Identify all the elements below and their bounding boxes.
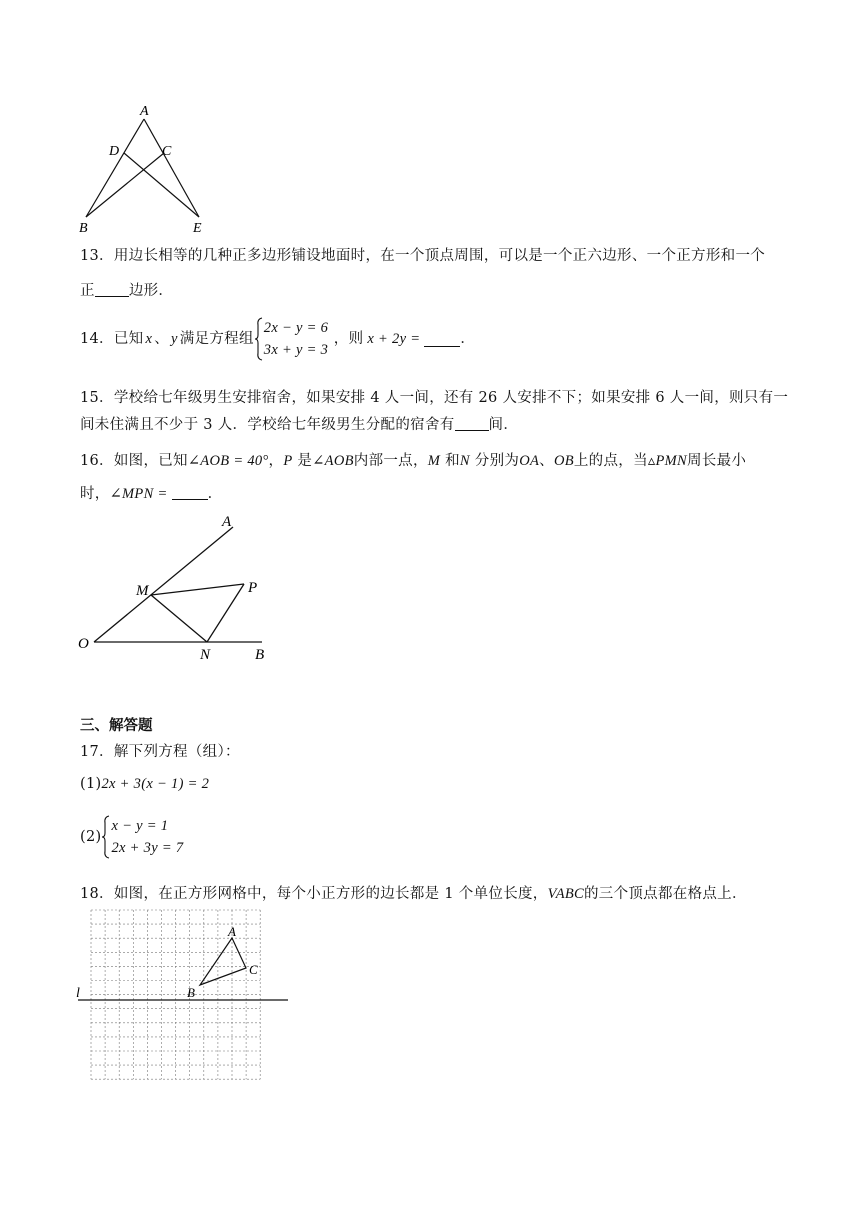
segment-ab [86, 119, 144, 217]
equation-system [101, 815, 191, 859]
question-text: 满足方程组 [179, 331, 254, 347]
question-text: 学校给七年级男生安排宿舍，如果安排 4 人一间，还有 26 人安排不下；如果安排 6 人一间，则只有一 [113, 390, 789, 406]
question-text: 是 [292, 453, 313, 469]
question-text: 正 [80, 283, 95, 299]
equation-2: 2x + 3y = 7 [111, 840, 184, 856]
question-text: ，则 [333, 331, 364, 347]
question-text: 如图，已知 [113, 453, 188, 469]
label-n: N [200, 647, 211, 663]
equation: 2x + 3(x − 1) = 2 [101, 776, 210, 792]
label-m: M [136, 583, 149, 599]
question-text: 和 [440, 453, 460, 469]
question-17 [80, 742, 240, 762]
question-number: 18． [80, 886, 114, 902]
question-text: 的三个顶点都在格点上． [583, 886, 747, 902]
answer-blank[interactable] [95, 282, 129, 297]
angle-aob: ∠AOB = 40° [187, 453, 269, 469]
question-15-line2 [80, 415, 518, 435]
answer-blank[interactable] [424, 332, 460, 347]
question-text: ． [460, 331, 476, 347]
equation-system [254, 317, 334, 361]
question-13-line2 [80, 281, 173, 301]
var-m: M [427, 453, 441, 469]
question-number: 15． [80, 390, 114, 406]
question-text: ， [268, 453, 284, 469]
question-text: 间． [488, 417, 519, 433]
question-18 [80, 884, 747, 904]
question-text: 时， [80, 486, 110, 502]
expression: x + 2y = [367, 331, 421, 347]
question-text: 边形． [128, 283, 174, 299]
label-b: B [187, 985, 195, 1000]
question-text: 内部一点， [353, 453, 428, 469]
question-text: 上的点，当 [573, 453, 648, 469]
question-number: 17． [80, 744, 114, 760]
var-n: N [459, 453, 470, 469]
question-number: 13． [80, 248, 114, 264]
grid-figure-q18 [70, 905, 300, 1085]
question-14 [80, 316, 475, 362]
segment-mp [151, 584, 244, 595]
question-13 [80, 246, 765, 266]
question-text: 如图，在正方形网格中，每个小正方形的边长都是 1 个单位长度， [113, 886, 548, 902]
ray-oa [94, 527, 233, 642]
var-y: y [171, 331, 178, 347]
left-brace-icon [101, 815, 111, 859]
label-l: l [76, 986, 80, 1001]
label-a: A [140, 104, 149, 119]
label-a: A [228, 924, 236, 939]
part-label: (1) [80, 776, 102, 792]
triangle-figure-q12 [70, 100, 230, 240]
label-d: D [109, 144, 120, 159]
question-text: 、 [539, 453, 554, 469]
equation-1: x − y = 1 [111, 818, 169, 834]
question-16 [80, 451, 746, 471]
question-16-line2 [80, 484, 222, 504]
segment-oa: OA [519, 453, 540, 469]
var-x: x [145, 331, 153, 347]
question-17-part1 [80, 774, 209, 794]
segment-ae [144, 119, 199, 217]
label-c: C [162, 144, 172, 159]
label-e: E [193, 221, 202, 236]
label-a: A [222, 514, 232, 530]
segment-ob: OB [553, 453, 574, 469]
question-text: 用边长相等的几种正多边形铺设地面时，在一个顶点周围，可以是一个正六边形、一个正方形和一个 [113, 248, 766, 264]
part-label: (2) [80, 829, 102, 845]
angle-figure-q16 [70, 508, 290, 668]
triangle-abc-shape [200, 938, 246, 985]
question-text: 分别为 [469, 453, 520, 469]
question-text: ． [207, 486, 223, 502]
question-text: 解下列方程（组）： [113, 744, 240, 760]
question-number: 14． [80, 331, 114, 347]
triangle-abc: VABC [547, 886, 584, 902]
question-17-part2 [80, 814, 191, 860]
section-heading: 三、解答题 [80, 718, 153, 734]
question-text: 、 [154, 331, 170, 347]
question-text: 已知 [113, 331, 144, 347]
label-p: P [248, 580, 258, 596]
angle-aob-2: ∠AOB [312, 453, 354, 469]
label-b: B [79, 221, 88, 236]
label-b: B [255, 647, 265, 663]
triangle-pmn: ▵PMN [647, 453, 687, 469]
equation-1: 2x − y = 6 [263, 320, 329, 336]
var-p: P [283, 453, 293, 469]
segment-ed [124, 153, 199, 217]
question-15 [80, 388, 788, 408]
angle-mpn: ∠MPN = [109, 486, 168, 502]
equation-2: 3x + y = 3 [263, 342, 329, 358]
segment-mn [151, 595, 207, 642]
segment-bc [86, 153, 164, 217]
answer-blank[interactable] [455, 416, 489, 431]
label-c: C [249, 962, 258, 977]
segment-pn [207, 584, 244, 642]
question-text: 间未住满且不少于 3 人．学校给七年级男生分配的宿舍有 [80, 417, 455, 433]
left-brace-icon [254, 317, 264, 361]
question-number: 16． [80, 453, 114, 469]
label-o: O [78, 636, 89, 652]
question-text: 周长最小 [686, 453, 747, 469]
answer-blank[interactable] [172, 485, 208, 500]
